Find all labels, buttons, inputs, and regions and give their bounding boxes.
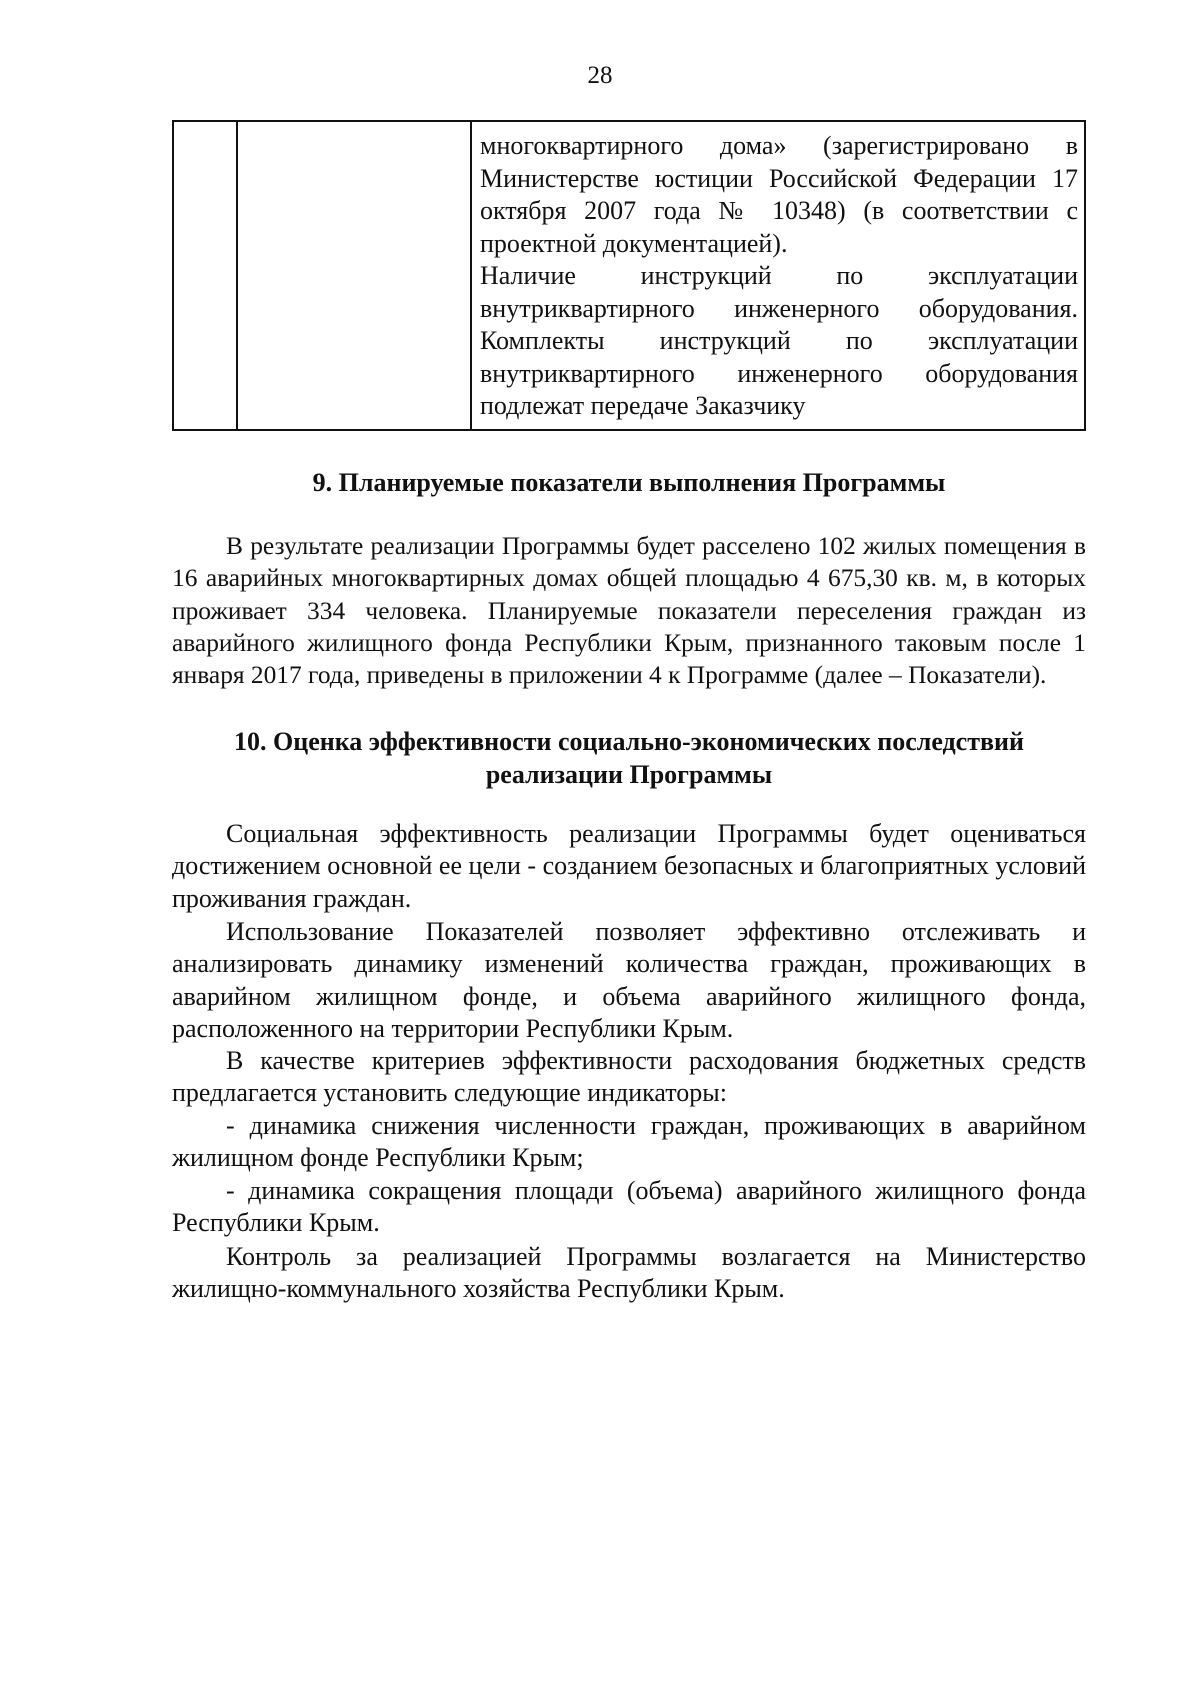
table-row: [173, 121, 1085, 430]
body-paragraph: Использование Показателей позволяет эффективно отслеживать и анализировать динамику изменений количества граждан, проживающих в аварийном жилищном фонде, и объема аварийного жилищного фонда, расположенного на территории Республики Крым.: [172, 917, 1086, 1043]
body-paragraph: Социальная эффективность реализации Программы будет оцениваться достижением основной ее цели - созданием безопасных и благоприятных условий проживания граждан.: [172, 819, 1086, 913]
table-cell-number: [173, 121, 237, 430]
requirements-text: многоквартирного дома» (зарегистрировано в Министерстве юстиции Российской Федерации 17 октября 2007 года № 10348) (в соответствии с проектной документацией).: [480, 131, 1078, 258]
section-heading: 9. Планируемые показатели выполнения Программы: [312, 468, 946, 497]
table-cell-name: [237, 121, 471, 430]
section-heading: 10. Оценка эффективности социально-экономических последствий реализации Программы: [233, 727, 1024, 789]
page-number: 28: [587, 62, 613, 89]
body-paragraph: В результате реализации Программы будет расселено 102 жилых помещения в 16 аварийных многоквартирных домах общей площадью 4 675,30 кв. м, в которых проживает 334 человека. Планируемые показатели переселения граждан из аварийного жилищного фонда Республики Крым, признанного таковым после 1 января 2017 года, приведены в приложении 4 к Программе (далее – Показатели).: [172, 532, 1086, 690]
list-item: - динамика снижения численности граждан, проживающих в аварийном жилищном фонде Республики Крым;: [172, 1111, 1086, 1173]
body-paragraph: В качестве критериев эффективности расходования бюджетных средств предлагается установить следующие индикаторы:: [172, 1046, 1086, 1108]
table-cell-requirements: [471, 121, 1085, 430]
requirements-text: Наличие инструкций по эксплуатации внутриквартирного инженерного оборудования. Комплекты инструкций по эксплуатации внутриквартирного инженерного оборудования подлежат передаче Заказчику: [480, 261, 1078, 420]
list-item: - динамика сокращения площади (объема) аварийного жилищного фонда Республики Крым.: [172, 1176, 1086, 1238]
continuation-table: [172, 120, 1086, 431]
body-paragraph: Контроль за реализацией Программы возлагается на Министерство жилищно-коммунального хозяйства Республики Крым.: [172, 1242, 1086, 1304]
